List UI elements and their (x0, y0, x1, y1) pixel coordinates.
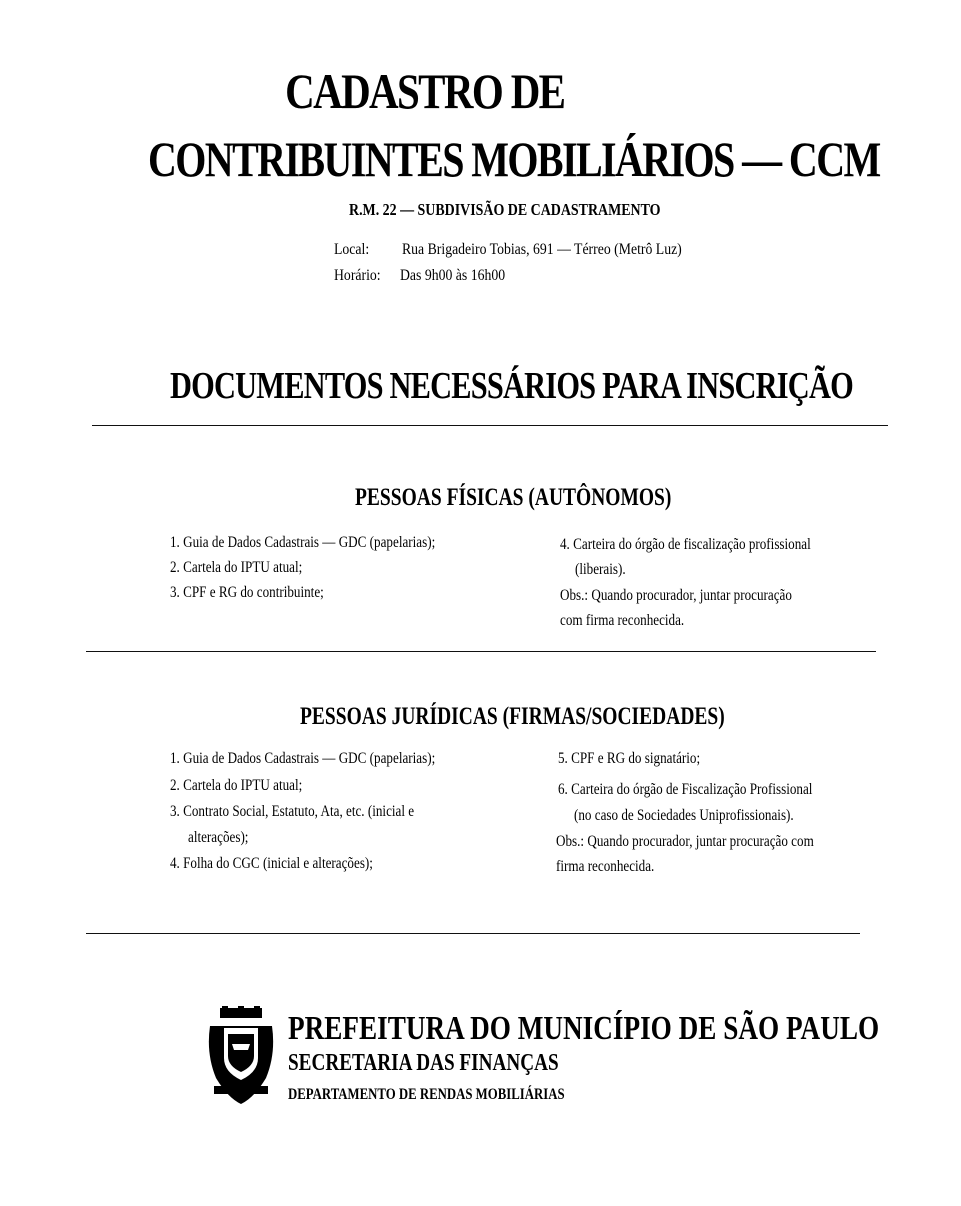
juridicas-left-item: 4. Folha do CGC (inicial e alterações); (170, 855, 373, 872)
fisicas-right-item: Obs.: Quando procurador, juntar procuração (560, 587, 792, 604)
horario-label: Horário: (334, 267, 381, 284)
divider (86, 933, 860, 934)
fisicas-left-item: 2. Cartela do IPTU atual; (170, 559, 303, 576)
juridicas-right-item: (no caso de Sociedades Uniprofissionais). (574, 807, 794, 824)
fisicas-left-item: 1. Guia de Dados Cadastrais — GDC (papelarias); (170, 534, 436, 551)
fisicas-right-item: com firma reconhecida. (560, 612, 685, 629)
juridicas-heading: PESSOAS JURÍDICAS (FIRMAS/SOCIEDADES) (300, 703, 725, 730)
footer-secretaria: SECRETARIA DAS FINANÇAS (288, 1050, 559, 1076)
local-value: Rua Brigadeiro Tobias, 691 — Térreo (Metrô Luz) (402, 241, 682, 258)
fisicas-left-item: 3. CPF e RG do contribuinte; (170, 584, 324, 601)
juridicas-left-item: 3. Contrato Social, Estatuto, Ata, etc. (inicial e (170, 803, 415, 820)
local-label: Local: (334, 241, 370, 258)
juridicas-left-item: 2. Cartela do IPTU atual; (170, 777, 303, 794)
juridicas-right-item: 6. Carteira do órgão de Fiscalização Profissional (558, 781, 813, 798)
subtitle: R.M. 22 — SUBDIVISÃO DE CADASTRAMENTO (349, 200, 661, 219)
title-line-2: CONTRIBUINTES MOBILIÁRIOS — CCM (148, 131, 880, 187)
documents-title: DOCUMENTOS NECESSÁRIOS PARA INSCRIÇÃO (170, 365, 853, 407)
footer-title: PREFEITURA DO MUNICÍPIO DE SÃO PAULO (288, 1010, 880, 1047)
divider (86, 651, 876, 652)
horario-value: Das 9h00 às 16h00 (400, 267, 506, 284)
juridicas-right-item: firma reconhecida. (556, 858, 655, 875)
juridicas-right-item: 5. CPF e RG do signatário; (558, 750, 701, 767)
footer-departamento: DEPARTAMENTO DE RENDAS MOBILIÁRIAS (288, 1086, 565, 1103)
fisicas-right-item: (liberais). (575, 561, 626, 578)
juridicas-left-item: 1. Guia de Dados Cadastrais — GDC (papelarias); (170, 750, 436, 767)
title-line-1: CADASTRO DE (285, 63, 565, 119)
divider (92, 425, 888, 426)
fisicas-right-item: 4. Carteira do órgão de fiscalização profissional (560, 536, 811, 553)
juridicas-right-item: Obs.: Quando procurador, juntar procuração com (556, 833, 814, 850)
juridicas-left-item: alterações); (188, 829, 249, 846)
coat-of-arms-icon (204, 1006, 278, 1106)
fisicas-heading: PESSOAS FÍSICAS (AUTÔNOMOS) (355, 484, 672, 511)
